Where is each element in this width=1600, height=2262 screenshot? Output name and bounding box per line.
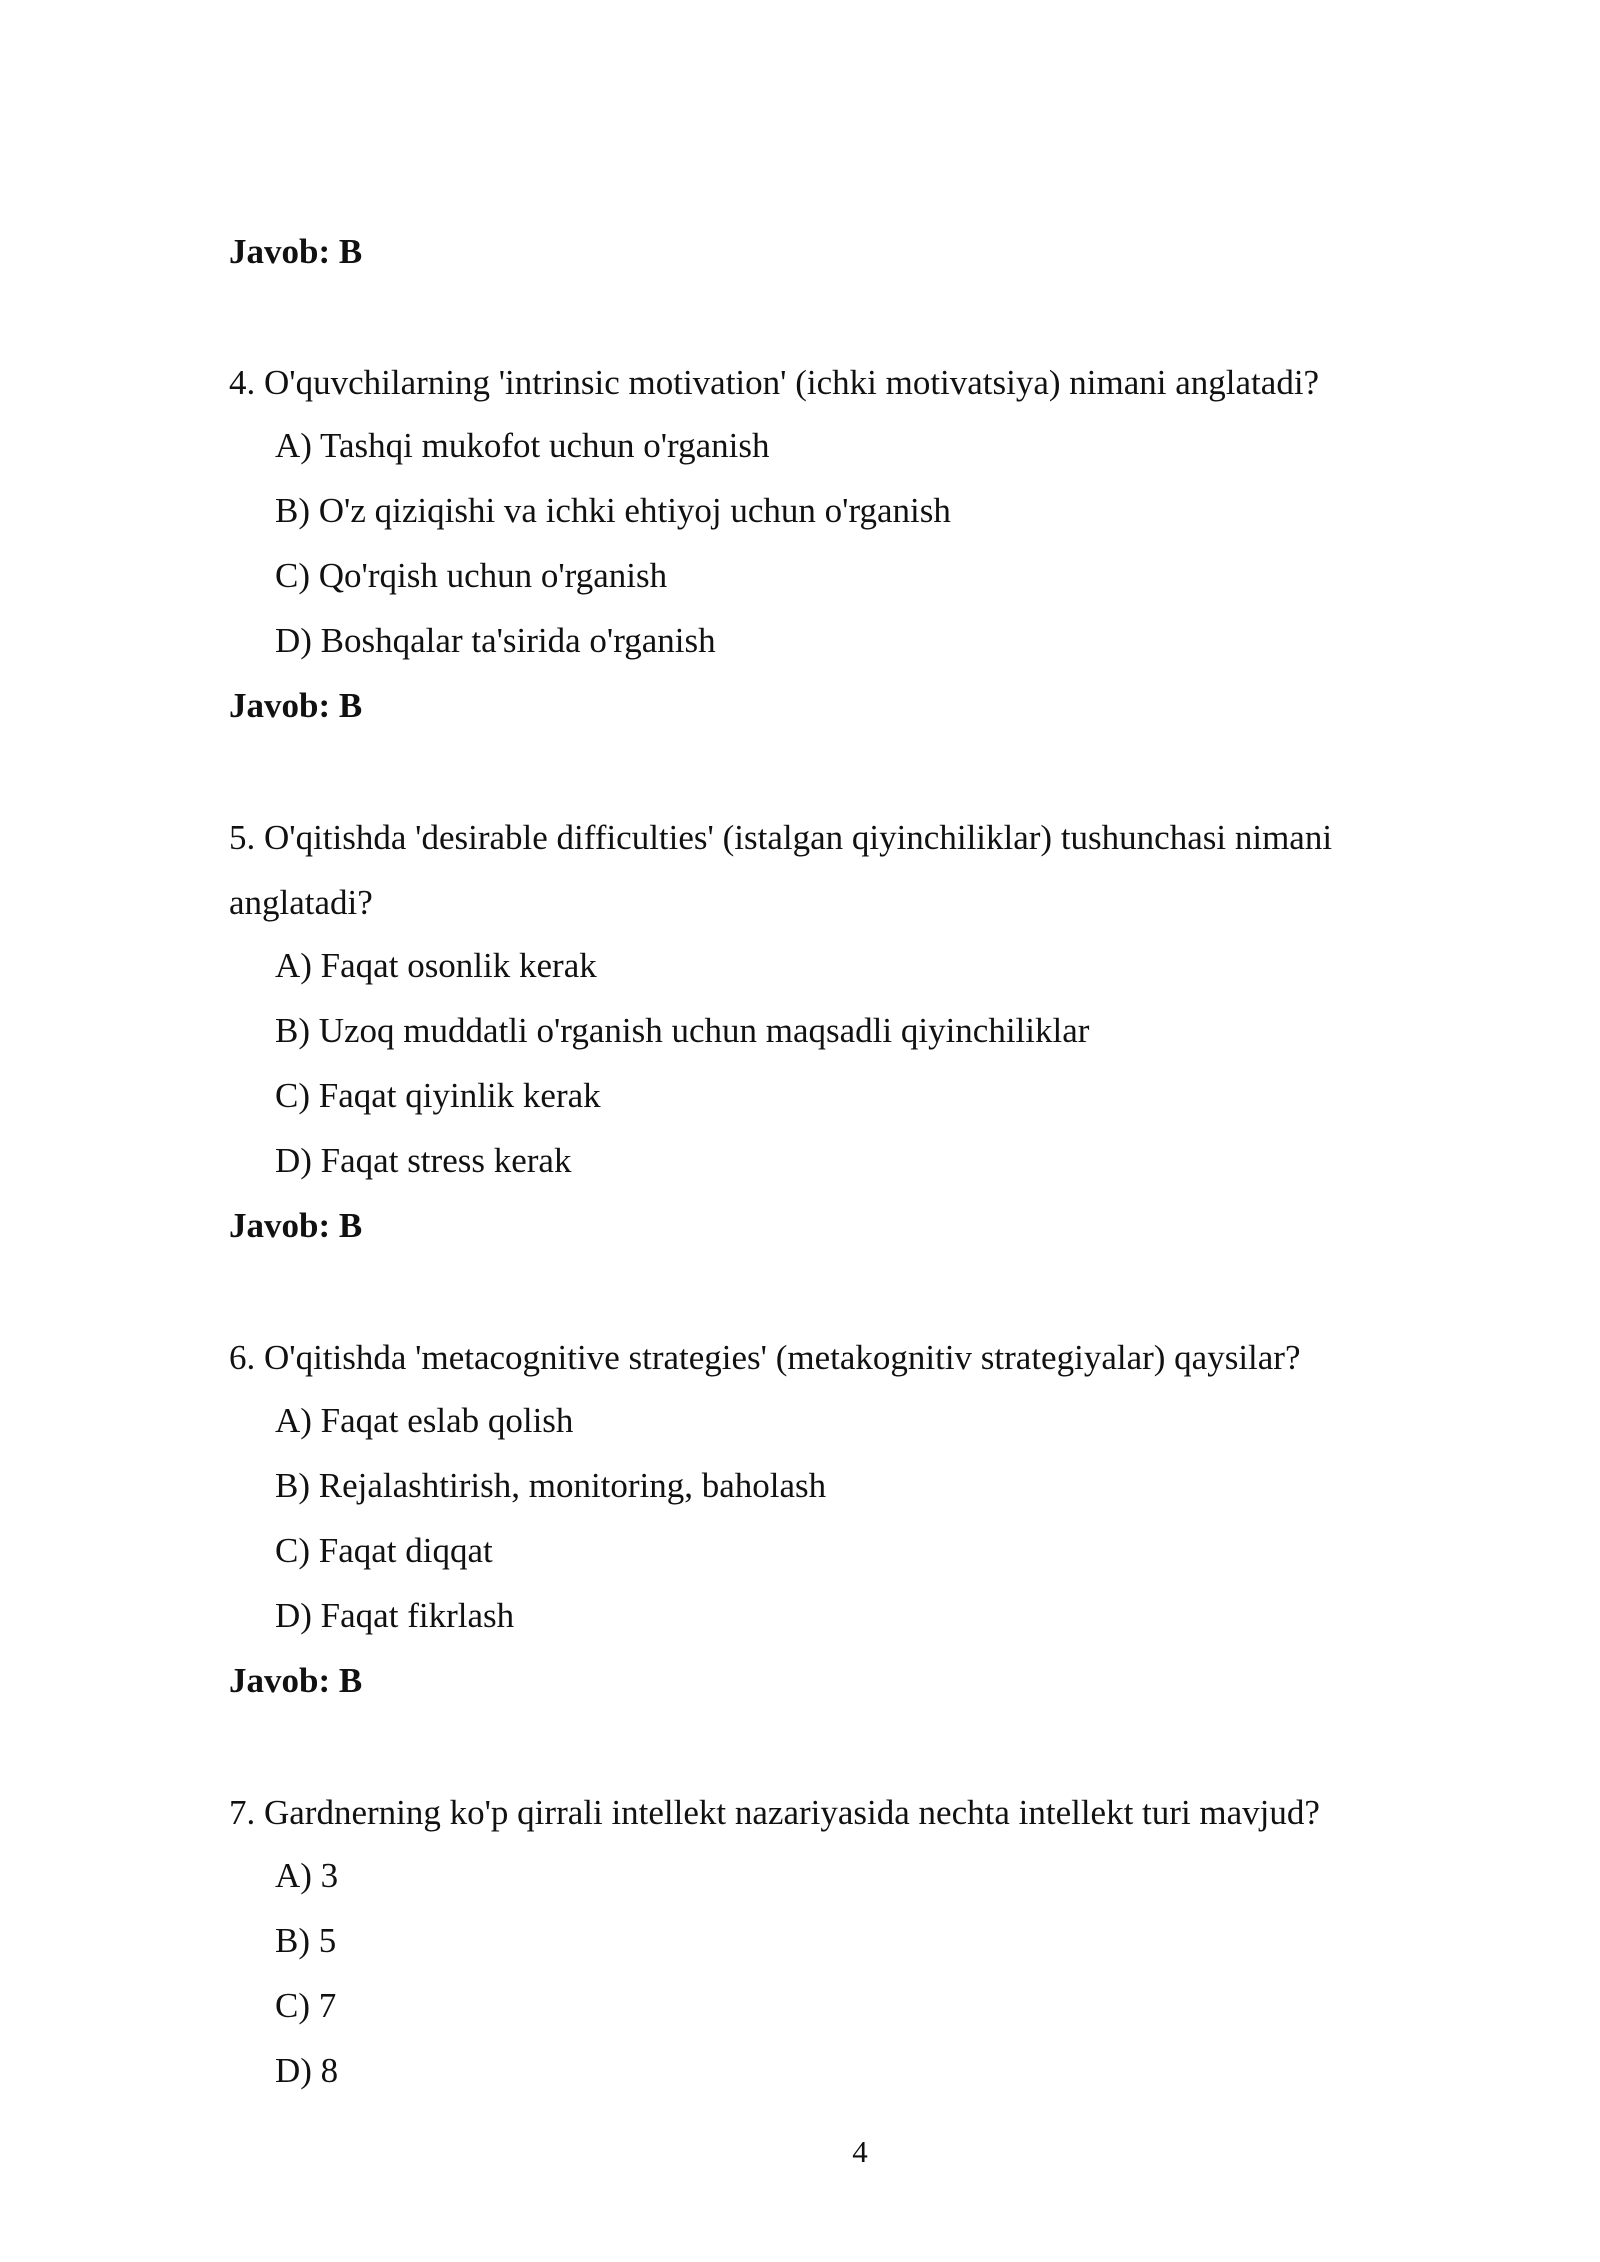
question-5-option-a: A) Faqat osonlik kerak xyxy=(275,946,597,985)
question-5-option-c: C) Faqat qiyinlik kerak xyxy=(275,1076,601,1115)
question-4-option-b: B) O'z qiziqishi va ichki ehtiyoj uchun o'rganish xyxy=(275,491,951,530)
question-7-text: 7. Gardnerning ko'p qirrali intellekt nazariyasida nechta intellekt turi mavjud? xyxy=(229,1793,1320,1832)
question-7-option-b: B) 5 xyxy=(275,1921,337,1960)
question-4-option-c: C) Qo'rqish uchun o'rganish xyxy=(275,556,668,595)
question-4-option-d: D) Boshqalar ta'sirida o'rganish xyxy=(275,621,716,660)
question-7-option-d: D) 8 xyxy=(275,2051,339,2090)
question-6-answer: Javob: B xyxy=(229,1661,363,1700)
question-5-answer: Javob: B xyxy=(229,1206,363,1245)
page-number: 4 xyxy=(852,2134,868,2169)
question-6-option-d: D) Faqat fikrlash xyxy=(275,1596,515,1635)
question-4-answer: Javob: B xyxy=(229,686,363,725)
question-5-option-b: B) Uzoq muddatli o'rganish uchun maqsadli qiyinchiliklar xyxy=(275,1011,1090,1050)
question-5-text: 5. O'qitishda 'desirable difficulties' (istalgan qiyinchiliklar) tushunchasi nimani anglatadi? xyxy=(229,818,1333,922)
question-6-option-c: C) Faqat diqqat xyxy=(275,1531,493,1570)
question-4-option-a: A) Tashqi mukofot uchun o'rganish xyxy=(275,426,770,465)
question-4-text: 4. O'quvchilarning 'intrinsic motivation' (ichki motivatsiya) nimani anglatadi? xyxy=(229,363,1320,402)
question-6-text: 6. O'qitishda 'metacognitive strategies' (metakognitiv strategiyalar) qaysilar? xyxy=(229,1338,1301,1377)
answer-line: Javob: B xyxy=(229,232,363,271)
question-7-option-a: A) 3 xyxy=(275,1856,339,1895)
question-6-option-a: A) Faqat eslab qolish xyxy=(275,1401,574,1440)
question-5-option-d: D) Faqat stress kerak xyxy=(275,1141,572,1180)
question-6-option-b: B) Rejalashtirish, monitoring, baholash xyxy=(275,1466,827,1505)
question-7-option-c: C) 7 xyxy=(275,1986,337,2025)
